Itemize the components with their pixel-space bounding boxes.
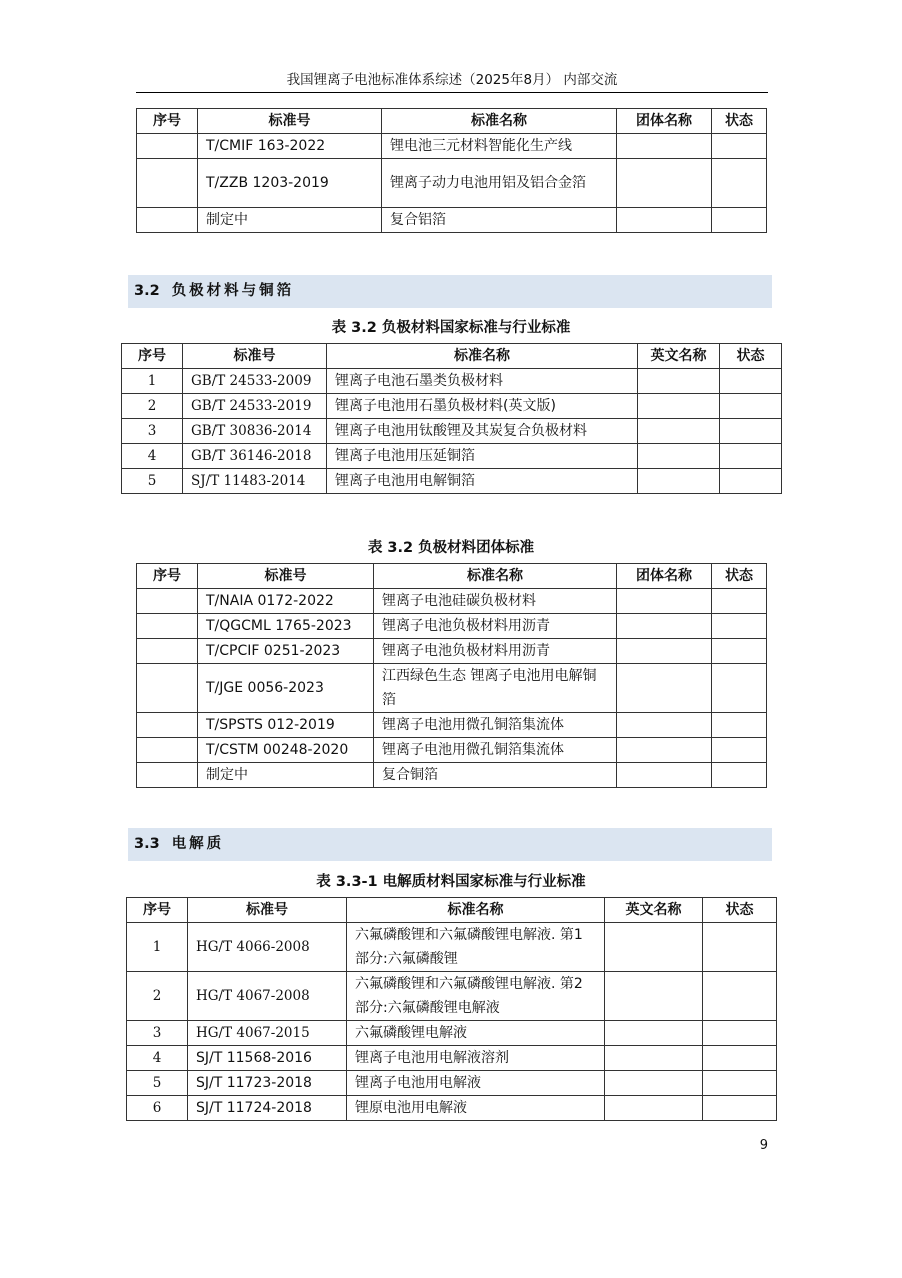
section-heading-3-2	[128, 275, 772, 308]
cell-standard-name: 锂离子电池用石墨负极材料(英文版)	[327, 394, 638, 419]
cell-status	[712, 589, 767, 614]
col-header-code: 标准号	[188, 898, 347, 923]
table-row	[137, 614, 767, 639]
cell-status	[720, 469, 782, 494]
cell-english-name	[605, 1021, 703, 1046]
section-number: 3.3	[134, 836, 160, 852]
cell-status	[712, 208, 767, 233]
cell-seq: 3	[122, 419, 183, 444]
cell-org-name	[617, 664, 712, 713]
section-title: 负极材料与铜箔	[171, 283, 295, 299]
cell-english-name	[638, 394, 720, 419]
cell-standard-code: HG/T 4067-2015	[188, 1021, 347, 1046]
cell-seq: 5	[122, 469, 183, 494]
table-row	[127, 1021, 777, 1046]
col-header-seq: 序号	[122, 344, 183, 369]
col-header-name: 标准名称	[382, 109, 617, 134]
cell-standard-name: 锂离子电池用电解液溶剂	[347, 1046, 605, 1071]
cell-seq	[137, 134, 198, 159]
cell-org-name	[617, 738, 712, 763]
cell-status	[712, 134, 767, 159]
table-caption: 表 3.2 负极材料国家标准与行业标准	[331, 320, 571, 336]
cell-standard-code: SJ/T 11723-2018	[188, 1071, 347, 1096]
cell-org-name	[617, 763, 712, 788]
table-row	[137, 664, 767, 713]
header-rule	[136, 92, 768, 93]
section-title: 电解质	[171, 836, 225, 852]
cell-standard-code: GB/T 24533-2019	[183, 394, 327, 419]
cell-status	[712, 639, 767, 664]
cell-status	[720, 419, 782, 444]
col-header-english-name: 英文名称	[605, 898, 703, 923]
col-header-status: 状态	[712, 109, 767, 134]
cell-standard-code: T/JGE 0056-2023	[198, 664, 374, 713]
cell-standard-name: 锂电池三元材料智能化生产线	[382, 134, 617, 159]
table-caption: 表 3.2 负极材料团体标准	[367, 540, 535, 556]
col-header-code: 标准号	[183, 344, 327, 369]
cell-status	[712, 664, 767, 713]
cell-english-name	[638, 469, 720, 494]
cell-status	[703, 1021, 777, 1046]
table-row	[137, 713, 767, 738]
table-row	[122, 369, 782, 394]
cell-seq	[137, 639, 198, 664]
table-row	[137, 589, 767, 614]
table-3-3-1-electrolyte-standards	[126, 897, 777, 1121]
cell-english-name	[638, 369, 720, 394]
cell-english-name	[605, 1096, 703, 1121]
cell-org-name	[617, 589, 712, 614]
cell-seq	[137, 738, 198, 763]
col-header-status: 状态	[703, 898, 777, 923]
cell-status	[703, 1046, 777, 1071]
table-row	[122, 469, 782, 494]
cell-status	[720, 394, 782, 419]
table-row	[127, 1046, 777, 1071]
cell-standard-name: 锂离子电池石墨类负极材料	[327, 369, 638, 394]
cell-seq	[137, 614, 198, 639]
cell-standard-name: 锂离子电池用电解液	[347, 1071, 605, 1096]
section-number: 3.2	[134, 283, 160, 299]
table-row	[127, 1096, 777, 1121]
col-header-code: 标准号	[198, 564, 374, 589]
cell-standard-code: GB/T 30836-2014	[183, 419, 327, 444]
col-header-name: 标准名称	[347, 898, 605, 923]
cell-standard-code: HG/T 4066-2008	[188, 923, 347, 972]
cell-english-name	[605, 923, 703, 972]
col-header-org: 团体名称	[617, 564, 712, 589]
cell-standard-code: T/CMIF 163-2022	[198, 134, 382, 159]
col-header-status: 状态	[712, 564, 767, 589]
cell-standard-name: 六氟磷酸锂电解液	[347, 1021, 605, 1046]
cell-status	[712, 738, 767, 763]
table-row	[137, 738, 767, 763]
cell-seq	[137, 763, 198, 788]
table-row	[137, 639, 767, 664]
cell-seq: 4	[122, 444, 183, 469]
cell-standard-code: T/CPCIF 0251-2023	[198, 639, 374, 664]
cell-english-name	[638, 444, 720, 469]
table-row	[137, 134, 767, 159]
cell-status	[720, 369, 782, 394]
cell-standard-code: T/NAIA 0172-2022	[198, 589, 374, 614]
cell-english-name	[605, 1046, 703, 1071]
cell-org-name	[617, 159, 712, 208]
col-header-name: 标准名称	[374, 564, 617, 589]
cell-standard-name: 锂离子电池用微孔铜箔集流体	[374, 738, 617, 763]
page-number: 9	[759, 1138, 768, 1153]
cell-standard-code: T/QGCML 1765-2023	[198, 614, 374, 639]
running-header: 我国锂离子电池标准体系综述（2025年8月） 内部交流	[286, 72, 618, 88]
cell-status	[703, 1071, 777, 1096]
cell-standard-name: 复合铝箔	[382, 208, 617, 233]
cell-standard-code: 制定中	[198, 208, 382, 233]
cell-english-name	[605, 1071, 703, 1096]
cell-standard-name: 锂离子电池用电解铜箔	[327, 469, 638, 494]
cell-status	[703, 972, 777, 1021]
cell-standard-name: 锂离子电池用压延铜箔	[327, 444, 638, 469]
table-3-2-national-standards	[121, 343, 782, 494]
table-row	[122, 394, 782, 419]
cell-standard-code: GB/T 36146-2018	[183, 444, 327, 469]
cell-standard-name: 锂离子电池用钛酸锂及其炭复合负极材料	[327, 419, 638, 444]
cell-status	[703, 923, 777, 972]
table-row	[127, 923, 777, 972]
cell-status	[720, 444, 782, 469]
cell-standard-code: SJ/T 11483-2014	[183, 469, 327, 494]
cell-seq: 1	[122, 369, 183, 394]
cell-seq: 4	[127, 1046, 188, 1071]
cell-seq: 2	[127, 972, 188, 1021]
table-row	[122, 419, 782, 444]
cell-english-name	[638, 419, 720, 444]
cell-seq	[137, 159, 198, 208]
cell-status	[712, 763, 767, 788]
cell-standard-code: HG/T 4067-2008	[188, 972, 347, 1021]
cell-english-name	[605, 972, 703, 1021]
cell-seq: 1	[127, 923, 188, 972]
col-header-org: 团体名称	[617, 109, 712, 134]
cell-standard-name: 锂离子电池用微孔铜箔集流体	[374, 713, 617, 738]
section-heading-3-3	[128, 828, 772, 861]
cell-status	[712, 159, 767, 208]
table-3-2-group-standards	[136, 563, 767, 788]
col-header-english-name: 英文名称	[638, 344, 720, 369]
cell-standard-code: 制定中	[198, 763, 374, 788]
cell-seq: 6	[127, 1096, 188, 1121]
cell-org-name	[617, 134, 712, 159]
cell-standard-name: 六氟磷酸锂和六氟磷酸锂电解液. 第1部分:六氟磷酸锂	[347, 923, 605, 972]
table-row	[137, 208, 767, 233]
col-header-seq: 序号	[137, 109, 198, 134]
cell-standard-code: GB/T 24533-2009	[183, 369, 327, 394]
table-row	[127, 1071, 777, 1096]
col-header-seq: 序号	[137, 564, 198, 589]
cell-seq	[137, 713, 198, 738]
cell-standard-name: 六氟磷酸锂和六氟磷酸锂电解液. 第2部分:六氟磷酸锂电解液	[347, 972, 605, 1021]
cell-seq	[137, 664, 198, 713]
cell-standard-code: T/SPSTS 012-2019	[198, 713, 374, 738]
table-row	[137, 763, 767, 788]
cell-standard-name: 锂离子动力电池用铝及铝合金箔	[382, 159, 617, 208]
cell-standard-name: 锂原电池用电解液	[347, 1096, 605, 1121]
cell-standard-name: 锂离子电池负极材料用沥青	[374, 614, 617, 639]
cell-standard-name: 复合铜箔	[374, 763, 617, 788]
cell-standard-code: SJ/T 11568-2016	[188, 1046, 347, 1071]
cell-seq	[137, 208, 198, 233]
cell-standard-code: SJ/T 11724-2018	[188, 1096, 347, 1121]
cell-standard-code: T/CSTM 00248-2020	[198, 738, 374, 763]
cell-org-name	[617, 614, 712, 639]
cell-org-name	[617, 208, 712, 233]
table-top-group-standards	[136, 108, 767, 233]
cell-seq: 3	[127, 1021, 188, 1046]
table-caption: 表 3.3-1 电解质材料国家标准与行业标准	[316, 874, 586, 890]
cell-status	[712, 713, 767, 738]
cell-seq: 2	[122, 394, 183, 419]
col-header-seq: 序号	[127, 898, 188, 923]
table-row	[122, 444, 782, 469]
cell-standard-code: T/ZZB 1203-2019	[198, 159, 382, 208]
cell-org-name	[617, 639, 712, 664]
cell-standard-name: 锂离子电池硅碳负极材料	[374, 589, 617, 614]
cell-seq	[137, 589, 198, 614]
table-row	[137, 159, 767, 208]
col-header-name: 标准名称	[327, 344, 638, 369]
col-header-status: 状态	[720, 344, 782, 369]
col-header-code: 标准号	[198, 109, 382, 134]
cell-standard-name: 江西绿色生态 锂离子电池用电解铜箔	[374, 664, 617, 713]
cell-status	[703, 1096, 777, 1121]
cell-seq: 5	[127, 1071, 188, 1096]
table-row	[127, 972, 777, 1021]
cell-status	[712, 614, 767, 639]
cell-org-name	[617, 713, 712, 738]
cell-standard-name: 锂离子电池负极材料用沥青	[374, 639, 617, 664]
